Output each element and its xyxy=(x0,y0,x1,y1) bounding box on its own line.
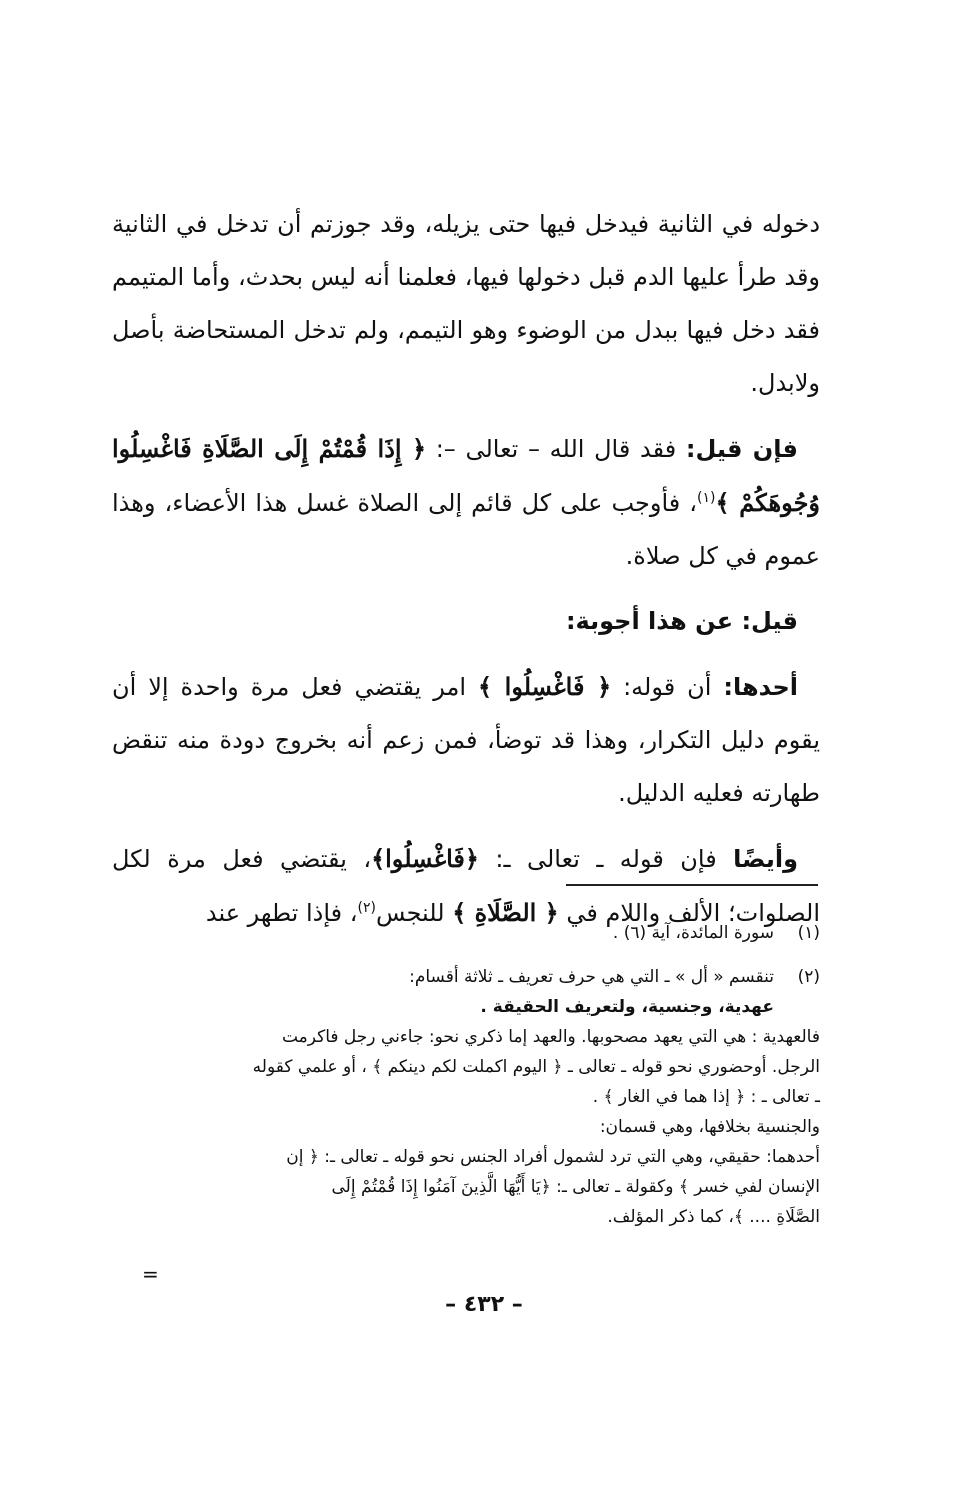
paragraph-2-text-b: ، فأوجب على كل قائم إلى الصلاة غسل هذا الأعضاء، وهذا عموم في كل صلاة. xyxy=(112,489,820,570)
footnote-2-line-9: الصَّلَاةِ .... ﴾، كما ذكر المؤلف. xyxy=(607,1207,820,1227)
quran-quote-faghsilu: ﴿ فَاغْسِلُوا ﴾ xyxy=(477,672,612,701)
paragraph-4-lead: أحدها: xyxy=(723,673,799,701)
paragraph-2-text-a: فقد قال الله – تعالى –: xyxy=(426,435,686,463)
paragraph-3 xyxy=(112,595,820,648)
footnote-2-line-2: عهدية، وجنسية، ولتعريف الحقيقة . xyxy=(480,997,774,1017)
footnotes xyxy=(112,918,820,1232)
footnote-2-body xyxy=(112,962,774,1022)
quran-quote-salah: ﴿ الصَّلَاةِ ﴾ xyxy=(452,898,559,927)
footnote-2-line-1: تنقسم « أل » ـ التي هي حرف تعريف ـ ثلاثة أقسام: xyxy=(409,967,774,987)
paragraph-5-text-a: فإن قوله ـ تعالى ـ: xyxy=(478,845,734,873)
paragraph-4-text-b: امر يقتضي فعل مرة واحدة إلا أن يقوم دليل التكرار، وهذا قد توضأ، فمن زعم أنه بخروج دودة منه تنقض طهارته فعليه الدليل. xyxy=(112,673,820,807)
footnote-2-continuation xyxy=(112,1022,820,1232)
footnote-1-number: (١) xyxy=(797,923,820,943)
quran-quote-wash: ﴿ إِذَا قُمْتُمْ إِلَى الصَّلَاةِ فَاغْسِلُوا وُجُوهَكُمْ ﴾ xyxy=(112,434,821,517)
paragraph-4 xyxy=(112,660,820,820)
footnote-2-line-3: فالعهدية : هي التي يعهد مصحوبها. والعهد إما ذكري نحو: جاءني رجل فاكرمت xyxy=(281,1027,820,1047)
footnote-1 xyxy=(112,918,820,948)
footnote-2-line-7: أحدهما: حقيقي، وهي التي ترد لشمول أفراد الجنس نحو قوله ـ تعالى ـ: ﴿ إن xyxy=(286,1147,820,1167)
footnote-2-number: (٢) xyxy=(797,967,820,987)
main-text xyxy=(112,198,820,952)
footnote-2 xyxy=(112,962,820,1022)
paragraph-5-text-b: ، يقتضي فعل مرة لكل الصلوات؛ الألف واللام في xyxy=(112,845,820,927)
footnote-1-text: سورة المائدة، آية (٦) . xyxy=(612,923,774,943)
footnote-ref-2[interactable]: (٢) xyxy=(357,900,376,916)
page-number: – ٤٣٢ – xyxy=(445,1292,523,1317)
paragraph-4-text-a: أن قوله: xyxy=(611,673,724,701)
footnote-2-line-6: والجنسية بخلافها، وهي قسمان: xyxy=(599,1117,820,1137)
paragraph-5-lead: وأيضًا xyxy=(733,845,798,873)
paragraph-2-lead: فإن قيل: xyxy=(685,435,799,463)
footnote-2-line-4: الرجل. أوحضوري نحو قوله ـ تعالى ـ ﴿ اليوم اكملت لكم دينكم ﴾ ، أو علمي كقوله xyxy=(252,1057,820,1077)
continuation-mark: = xyxy=(142,1262,159,1286)
footnote-ref-1[interactable]: (١) xyxy=(697,490,716,506)
paragraph-1: دخوله في الثانية فيدخل فيها حتى يزيله، وقد جوزتم أن تدخل في الثانية وقد طرأ عليها الدم قبل دخولها فيها، فعلمنا أنه ليس بحدث، وأما المتيمم فقد دخل فيها ببدل من الوضوء وهو التيمم، ولم تدخل المستحاضة بأصل ولابدل. xyxy=(112,210,820,397)
paragraph-5-text-c: للنجس xyxy=(375,899,453,927)
paragraph-2 xyxy=(112,422,820,583)
paragraph-3-text: قيل: عن هذا أجوبة: xyxy=(565,607,798,635)
footnote-2-line-8: الإنسان لفي خسر ﴾ وكقولة ـ تعالى ـ: ﴿يَا أَيُّهَا الَّذِينَ آمَنُوا إِذَا قُمْتُمْ إِلَى xyxy=(331,1177,820,1197)
footnote-separator xyxy=(566,884,818,886)
paragraph-5-text-d: ، فإذا تطهر عند xyxy=(205,899,358,927)
quran-quote-faghsilu-2: ﴿فَاغْسِلُوا﴾ xyxy=(371,844,479,873)
footnote-2-line-5: ـ تعالى ـ : ﴿ إذا هما في الغار ﴾ . xyxy=(592,1087,820,1107)
